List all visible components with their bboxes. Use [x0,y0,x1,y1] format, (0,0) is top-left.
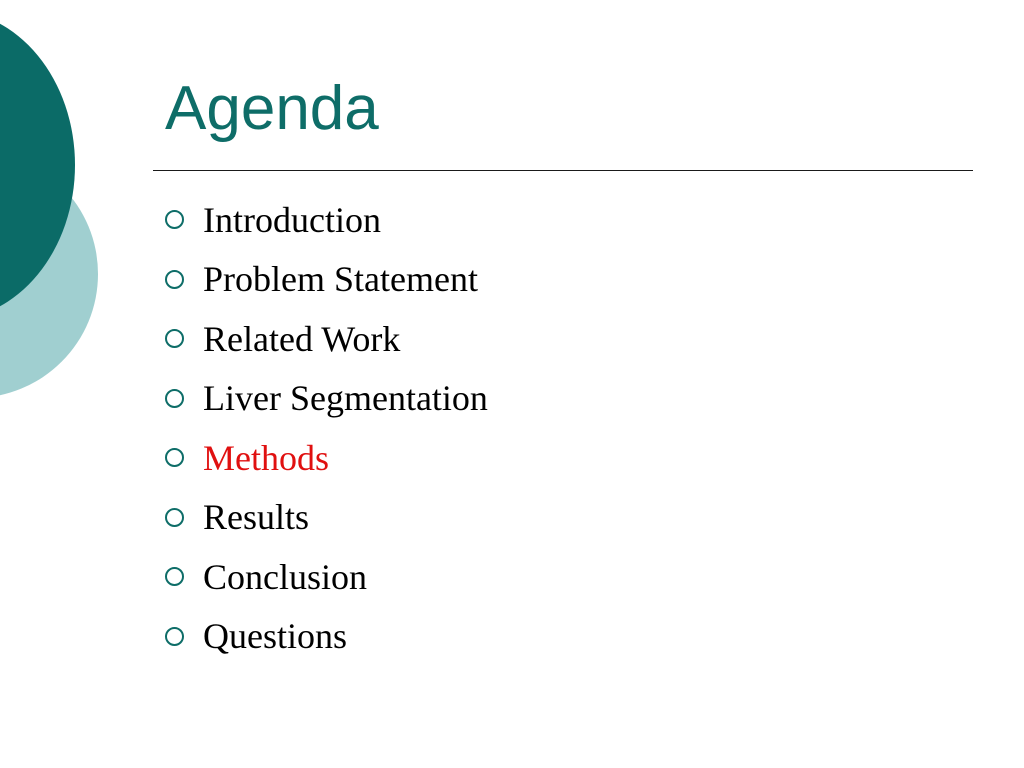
agenda-item-methods [165,428,488,488]
title-divider [153,170,973,171]
agenda-item-label: Methods [203,437,329,478]
slide-title: Agenda [165,74,379,143]
agenda-item-questions [165,607,488,667]
agenda-item-introduction [165,190,488,250]
hollow-circle-bullet-icon [165,389,184,408]
hollow-circle-bullet-icon [165,508,184,527]
hollow-circle-bullet-icon [165,567,184,586]
agenda-item-label: Liver Segmentation [203,378,488,419]
agenda-item-problem-statement [165,250,488,310]
hollow-circle-bullet-icon [165,329,184,348]
hollow-circle-bullet-icon [165,270,184,289]
hollow-circle-bullet-icon [165,448,184,467]
agenda-item-results [165,488,488,548]
agenda-item-related-work [165,309,488,369]
agenda-item-label: Related Work [203,318,401,359]
agenda-item-label: Introduction [203,199,381,240]
agenda-item-label: Questions [203,616,347,657]
hollow-circle-bullet-icon [165,627,184,646]
agenda-item-label: Problem Statement [203,259,478,300]
agenda-list [165,190,488,666]
agenda-item-label: Results [203,497,310,538]
agenda-item-label: Conclusion [203,556,368,597]
hollow-circle-bullet-icon [165,210,184,229]
agenda-item-conclusion [165,547,488,607]
agenda-item-liver-segmentation [165,369,488,429]
